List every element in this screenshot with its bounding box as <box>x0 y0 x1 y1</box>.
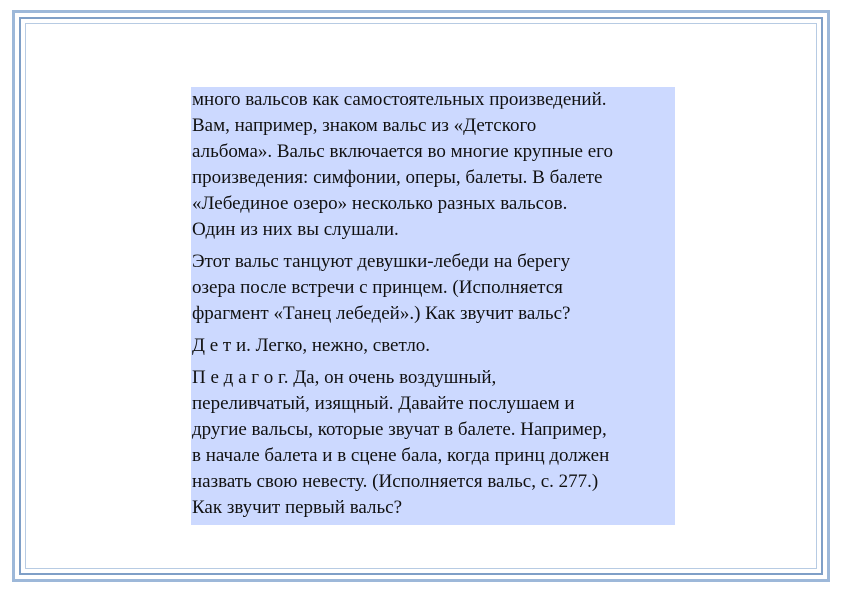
text-line: альбома». Вальс включается во многие крупные его <box>192 141 613 162</box>
text-line: в начале балета и в сцене бала, когда принц должен <box>192 445 610 466</box>
text-line: другие вальсы, которые звучат в балете. Например, <box>192 419 607 440</box>
text-line: назвать свою невесту. (Исполняется вальс, с. 277.) <box>192 471 599 492</box>
paragraph-swans <box>192 249 675 327</box>
text-line: П е д а г о г. Да, он очень воздушный, <box>192 367 497 388</box>
paragraph-intro <box>192 87 675 243</box>
text-line: «Лебединое озеро» несколько разных вальсов. <box>192 193 568 214</box>
text-line: озера после встречи с принцем. (Исполняется <box>192 277 563 298</box>
text-line: много вальсов как самостоятельных произведений. <box>192 89 607 110</box>
text-line: Как звучит первый вальс? <box>192 497 403 518</box>
text-line: Д е т и. Легко, нежно, светло. <box>192 335 431 356</box>
text-line: Этот вальс танцуют девушки-лебеди на берегу <box>192 251 571 272</box>
text-line: переливчатый, изящный. Давайте послушаем и <box>192 393 575 414</box>
text-line: Вам, например, знаком вальс из «Детского <box>192 115 537 136</box>
text-line: Один из них вы слушали. <box>192 219 399 240</box>
paragraph-teacher <box>192 365 675 521</box>
paragraph-children <box>192 333 675 359</box>
text-block <box>191 87 675 525</box>
text-line: произведения: симфонии, оперы, балеты. В балете <box>192 167 603 188</box>
text-line: фрагмент «Танец лебедей».) Как звучит вальс? <box>192 303 571 324</box>
